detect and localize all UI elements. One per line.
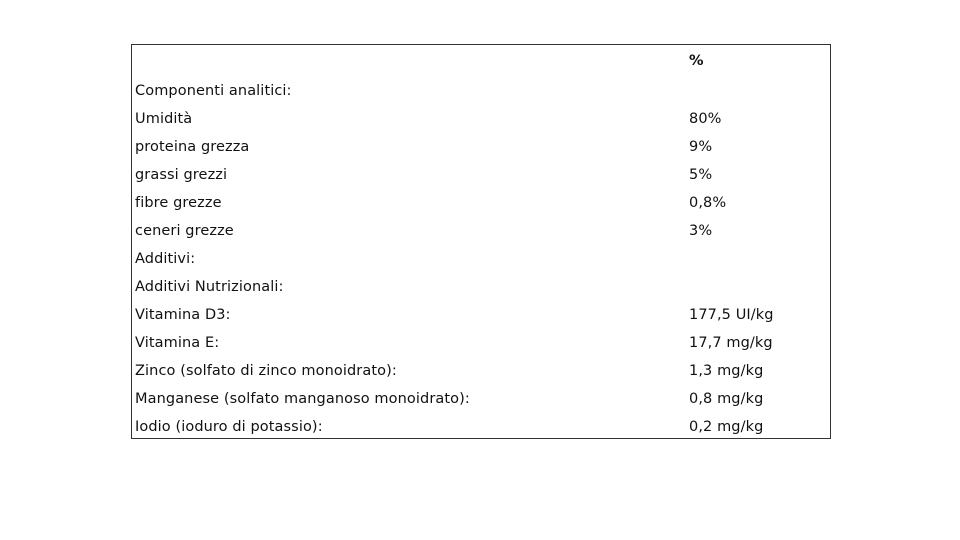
row-label: Zinco (solfato di zinco monoidrato):: [135, 363, 397, 379]
table-row: [132, 133, 830, 161]
row-value: 177,5 UI/kg: [689, 307, 774, 323]
row-label: Componenti analitici:: [135, 83, 292, 99]
table-body: [132, 77, 830, 441]
row-label: Additivi Nutrizionali:: [135, 279, 284, 295]
row-value: 9%: [689, 139, 713, 155]
table-row: [132, 189, 830, 217]
row-label: ceneri grezze: [135, 223, 234, 239]
row-label: Iodio (ioduro di potassio):: [135, 419, 323, 435]
row-value: 0,8%: [689, 195, 727, 211]
row-value: 80%: [689, 111, 722, 127]
row-label: Additivi:: [135, 251, 196, 267]
row-value: 17,7 mg/kg: [689, 335, 773, 351]
table-row: [132, 385, 830, 413]
table-row: [132, 77, 830, 105]
row-label: grassi grezzi: [135, 167, 228, 183]
row-label: Vitamina D3:: [135, 307, 231, 323]
header-label-cell: [132, 45, 686, 77]
row-label: proteina grezza: [135, 139, 250, 155]
table-row: [132, 245, 830, 273]
row-value: [686, 77, 830, 105]
row-value: 5%: [689, 167, 713, 183]
table-row: [132, 329, 830, 357]
table-row: [132, 105, 830, 133]
table-row: [132, 301, 830, 329]
table-row: [132, 357, 830, 385]
table-row: [132, 273, 830, 301]
row-value: 1,3 mg/kg: [689, 363, 764, 379]
nutrition-table: [132, 45, 830, 441]
row-value: [686, 273, 830, 301]
table-row: [132, 217, 830, 245]
table-header-row: [132, 45, 830, 77]
row-label: Umidità: [135, 111, 193, 127]
table-row: [132, 161, 830, 189]
row-label: Manganese (solfato manganoso monoidrato):: [135, 391, 470, 407]
row-label: fibre grezze: [135, 195, 222, 211]
row-value: [686, 245, 830, 273]
row-label: Vitamina E:: [135, 335, 220, 351]
row-value: 0,2 mg/kg: [689, 419, 764, 435]
header-percent-cell: %: [689, 53, 704, 69]
nutrition-table-container: [131, 44, 831, 439]
table-row: [132, 413, 830, 441]
row-value: 3%: [689, 223, 713, 239]
row-value: 0,8 mg/kg: [689, 391, 764, 407]
